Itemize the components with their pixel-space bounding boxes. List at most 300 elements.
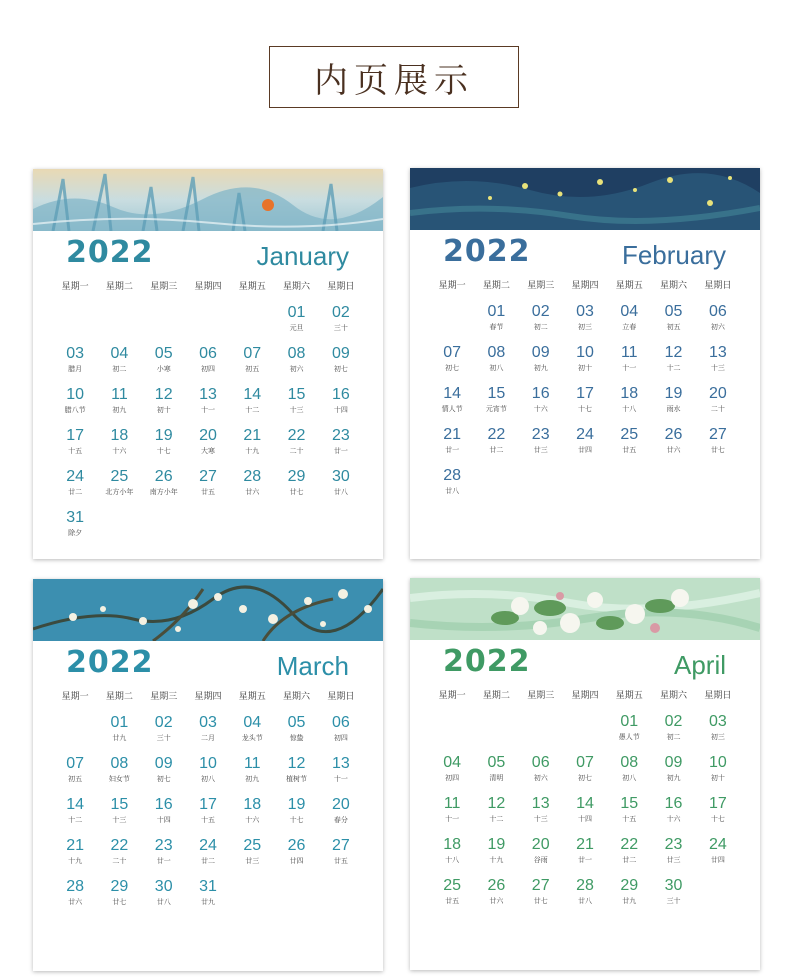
day-number: 18: [243, 796, 262, 813]
lunar-date: 十三: [533, 815, 548, 823]
day-cell: [274, 345, 318, 386]
day-number: 11: [111, 386, 128, 403]
day-number: 02: [331, 304, 350, 321]
day-number: 23: [331, 427, 350, 444]
day-cell: [563, 836, 607, 877]
lunar-date: 初十: [577, 364, 592, 372]
weekday-label: 星期日: [327, 282, 355, 292]
day-cell: [319, 755, 363, 796]
day-cell: [696, 385, 740, 426]
day-number: 08: [287, 345, 306, 362]
lunar-date: 廿一: [156, 857, 171, 865]
day-number: 06: [331, 714, 350, 731]
day-cell: [430, 836, 474, 877]
lunar-date: 春分: [333, 816, 348, 824]
day-number: 03: [199, 714, 217, 731]
day-number: 22: [620, 836, 639, 853]
lunar-date: 十八: [445, 856, 460, 864]
day-cell: [319, 837, 363, 878]
day-number: 09: [154, 755, 173, 772]
day-cell: [97, 468, 141, 509]
day-cell: [319, 304, 363, 345]
day-grid: [53, 304, 363, 550]
lunar-date: 初六: [710, 323, 725, 331]
lunar-date: 廿三: [666, 856, 681, 864]
day-cell: [186, 796, 230, 837]
day-cell: [274, 304, 318, 345]
day-number: 16: [331, 386, 350, 403]
day-cell: [230, 755, 274, 796]
lunar-date: 廿七: [533, 897, 548, 905]
year-label: 2022: [443, 644, 531, 679]
weekday-label: 星期四: [194, 692, 222, 702]
lunar-date: 初五: [245, 365, 260, 373]
lunar-date: 大寒: [200, 447, 215, 455]
lunar-date: 十九: [68, 857, 83, 865]
day-cell: [607, 795, 651, 836]
day-number: 23: [664, 836, 683, 853]
day-number: 04: [443, 754, 462, 771]
lunar-date: 十五: [200, 816, 215, 824]
lunar-date: 十一: [333, 775, 348, 783]
weekday-label: 星期四: [571, 691, 599, 701]
day-cell: [474, 303, 518, 344]
day-cell: [53, 468, 97, 509]
lunar-date: 腊月: [68, 365, 83, 373]
day-cell: [53, 345, 97, 386]
day-number: 27: [199, 468, 217, 485]
lunar-date: 初四: [200, 365, 215, 373]
lunar-date: 初二: [666, 733, 681, 741]
day-cell: [430, 344, 474, 385]
lunar-date: 十九: [245, 447, 260, 455]
calendar-card-february: [410, 168, 760, 559]
day-cell: [696, 344, 740, 385]
day-number: 11: [620, 344, 638, 361]
day-grid: [53, 714, 363, 919]
lunar-date: 初七: [577, 774, 592, 782]
day-cell: [186, 714, 230, 755]
weekday-label: 星期二: [482, 691, 510, 701]
day-number: 20: [331, 796, 350, 813]
lunar-date: 龙头节: [241, 734, 263, 742]
day-number: 25: [620, 426, 639, 443]
lunar-date: 初十: [710, 774, 725, 782]
day-cell: [474, 754, 518, 795]
weekday-label: 星期六: [660, 281, 688, 291]
day-cell: [519, 836, 563, 877]
lunar-date: 初五: [68, 775, 83, 783]
day-number: 26: [154, 468, 173, 485]
day-number: 23: [154, 837, 173, 854]
day-number: 07: [443, 344, 462, 361]
lunar-date: 十一: [622, 364, 637, 372]
day-cell: [474, 877, 518, 918]
day-number: 14: [66, 796, 85, 813]
lunar-date: 十四: [577, 815, 592, 823]
weekday-label: 星期六: [283, 282, 311, 292]
day-number: 05: [287, 714, 306, 731]
lunar-date: 廿七: [710, 446, 725, 454]
day-number: 26: [287, 837, 306, 854]
weekday-label: 星期六: [283, 692, 311, 702]
day-cell: [97, 427, 141, 468]
month-label: April: [673, 650, 726, 680]
lunar-date: 情人节: [441, 405, 463, 413]
lunar-date: 妇女节: [108, 775, 130, 783]
lunar-date: 十三: [289, 406, 304, 414]
day-cell: [519, 303, 563, 344]
lunar-date: 廿一: [445, 446, 460, 454]
day-cell: [53, 427, 97, 468]
lunar-date: 雨水: [666, 405, 681, 413]
day-number: 22: [110, 837, 129, 854]
lunar-date: 北方小年: [105, 488, 134, 496]
day-number: 10: [199, 755, 217, 772]
day-number: 10: [576, 344, 594, 361]
lunar-date: 谷雨: [533, 856, 548, 864]
day-number: 30: [664, 877, 683, 894]
weekday-label: 星期六: [660, 691, 688, 701]
day-cell: [319, 468, 363, 509]
day-number: 10: [708, 754, 727, 771]
day-cell: [696, 754, 740, 795]
lunar-date: 十二: [245, 406, 260, 414]
day-number: 28: [443, 467, 462, 484]
lunar-date: 廿五: [200, 488, 215, 496]
day-cell: [142, 427, 186, 468]
day-number: 05: [487, 754, 506, 771]
day-cell: [430, 467, 474, 508]
lunar-date: 廿二: [200, 857, 215, 865]
day-number: 29: [620, 877, 639, 894]
day-number: 15: [620, 795, 639, 812]
day-number: 19: [287, 796, 306, 813]
day-number: 19: [154, 427, 173, 444]
day-number: 19: [664, 385, 683, 402]
day-number: 26: [664, 426, 683, 443]
day-number: 06: [199, 345, 217, 362]
lunar-date: 初八: [622, 774, 637, 782]
day-number: 04: [110, 345, 129, 362]
day-number: 15: [110, 796, 129, 813]
day-cell: [142, 837, 186, 878]
day-cell: [319, 714, 363, 755]
lunar-date: 廿二: [68, 488, 83, 496]
day-cell: [651, 754, 695, 795]
month-label: March: [276, 651, 349, 681]
weekday-label: 星期五: [238, 692, 266, 702]
day-number: 02: [531, 303, 550, 320]
weekday-label: 星期二: [105, 692, 133, 702]
lunar-date: 初二: [112, 365, 127, 373]
day-number: 07: [243, 345, 262, 362]
calendar-card-march: [33, 579, 383, 971]
day-cell: [519, 877, 563, 918]
day-cell: [696, 795, 740, 836]
day-cell: [53, 386, 97, 427]
lunar-date: 初九: [112, 406, 127, 414]
day-number: 09: [531, 344, 550, 361]
day-number: 08: [110, 755, 129, 772]
lunar-date: 廿九: [200, 898, 215, 906]
day-cell: [696, 836, 740, 877]
day-cell: [519, 754, 563, 795]
day-number: 22: [287, 427, 306, 444]
day-cell: [53, 796, 97, 837]
calendar-card-january: [33, 169, 383, 559]
lunar-date: 元宵节: [485, 405, 507, 413]
day-cell: [319, 386, 363, 427]
day-number: 04: [620, 303, 639, 320]
lunar-date: 初三: [710, 733, 725, 741]
weekday-header: [53, 689, 363, 702]
day-cell: [97, 714, 141, 755]
lunar-date: 十六: [112, 447, 127, 455]
day-cell: [607, 385, 651, 426]
weekday-label: 星期四: [571, 281, 599, 291]
month-label: February: [621, 240, 726, 270]
day-number: 08: [620, 754, 639, 771]
day-cell: [607, 344, 651, 385]
day-cell: [230, 427, 274, 468]
painting-banner: [410, 578, 760, 640]
lunar-date: 初二: [533, 323, 548, 331]
day-cell: [607, 877, 651, 918]
day-cell: [142, 755, 186, 796]
lunar-date: 廿九: [622, 897, 637, 905]
lunar-date: 初十: [156, 406, 171, 414]
day-cell: [474, 836, 518, 877]
lunar-date: 廿二: [622, 856, 637, 864]
day-number: 17: [576, 385, 594, 402]
day-cell: [607, 713, 651, 754]
lunar-date: 二十: [289, 447, 304, 455]
day-number: 26: [487, 877, 506, 894]
day-number: 09: [664, 754, 683, 771]
lunar-date: 二十: [112, 857, 127, 865]
lunar-date: 廿五: [622, 446, 637, 454]
day-cell: [563, 426, 607, 467]
lunar-date: 十二: [68, 816, 83, 824]
day-number: 21: [576, 836, 594, 853]
lunar-date: 初九: [245, 775, 260, 783]
day-cell: [97, 755, 141, 796]
weekday-label: 星期五: [615, 281, 643, 291]
day-number: 08: [487, 344, 506, 361]
lunar-date: 廿九: [112, 734, 127, 742]
lunar-date: 十五: [68, 447, 83, 455]
weekday-label: 星期三: [150, 692, 178, 702]
painting-banner: [33, 579, 383, 641]
day-cell: [607, 836, 651, 877]
day-cell: [430, 754, 474, 795]
day-number: 11: [443, 795, 461, 812]
day-cell: [142, 345, 186, 386]
painting-banner: [33, 169, 383, 231]
day-cell: [186, 345, 230, 386]
lunar-date: 植树节: [286, 775, 308, 783]
day-cell: [651, 344, 695, 385]
day-number: 07: [576, 754, 594, 771]
day-number: 18: [620, 385, 639, 402]
day-number: 14: [576, 795, 594, 812]
day-cell: [519, 795, 563, 836]
lunar-date: 愚人节: [618, 733, 640, 741]
lunar-date: 清明: [489, 774, 504, 782]
day-number: 30: [331, 468, 350, 485]
day-cell: [430, 877, 474, 918]
day-number: 16: [664, 795, 683, 812]
day-number: 27: [331, 837, 350, 854]
day-number: 29: [110, 878, 129, 895]
lunar-date: 初五: [666, 323, 681, 331]
day-cell: [474, 344, 518, 385]
lunar-date: 十三: [710, 364, 725, 372]
lunar-date: 初三: [577, 323, 592, 331]
day-number: 13: [331, 755, 350, 772]
day-number: 01: [110, 714, 129, 731]
day-grid: [430, 303, 740, 508]
day-number: 28: [243, 468, 262, 485]
day-cell: [651, 385, 695, 426]
day-cell: [430, 385, 474, 426]
painting-banner: [410, 168, 760, 230]
lunar-date: 小寒: [156, 365, 171, 373]
lunar-date: 廿六: [68, 898, 83, 906]
day-cell: [274, 796, 318, 837]
day-cell: [97, 386, 141, 427]
lunar-date: 二十: [710, 405, 725, 413]
day-number: 12: [287, 755, 306, 772]
day-number: 11: [243, 755, 261, 772]
day-number: 06: [708, 303, 727, 320]
day-number: 04: [243, 714, 262, 731]
lunar-date: 腊八节: [64, 406, 86, 414]
day-number: 12: [487, 795, 506, 812]
lunar-date: 廿六: [245, 488, 260, 496]
day-number: 01: [487, 303, 506, 320]
day-cell: [142, 796, 186, 837]
day-number: 12: [664, 344, 683, 361]
day-cell: [563, 877, 607, 918]
day-number: 07: [66, 755, 85, 772]
day-cell: [53, 837, 97, 878]
day-cell: [474, 795, 518, 836]
day-number: 19: [487, 836, 506, 853]
day-number: 14: [243, 386, 262, 403]
lunar-date: 廿五: [445, 897, 460, 905]
day-number: 18: [443, 836, 462, 853]
lunar-date: 十七: [156, 447, 171, 455]
day-number: 18: [110, 427, 129, 444]
day-number: 02: [154, 714, 173, 731]
lunar-date: 二月: [200, 734, 215, 742]
lunar-date: 十六: [245, 816, 260, 824]
lunar-date: 廿八: [333, 488, 348, 496]
weekday-label: 星期三: [527, 691, 555, 701]
lunar-date: 初九: [666, 774, 681, 782]
lunar-date: 廿六: [666, 446, 681, 454]
page-title: 内页展示: [269, 46, 519, 108]
lunar-date: 春节: [489, 323, 504, 331]
weekday-label: 星期三: [527, 281, 555, 291]
day-cell: [651, 713, 695, 754]
day-cell: [53, 878, 97, 919]
weekday-label: 星期四: [194, 282, 222, 292]
day-cell: [563, 303, 607, 344]
lunar-date: 十二: [489, 815, 504, 823]
day-cell: [97, 837, 141, 878]
day-cell: [53, 509, 97, 550]
day-cell: [230, 386, 274, 427]
day-number: 05: [664, 303, 683, 320]
lunar-date: 十七: [577, 405, 592, 413]
day-number: 20: [531, 836, 550, 853]
day-cell: [651, 877, 695, 918]
day-number: 20: [708, 385, 727, 402]
lunar-date: 十三: [112, 816, 127, 824]
day-cell: [230, 796, 274, 837]
lunar-date: 廿四: [289, 857, 304, 865]
lunar-date: 十八: [622, 405, 637, 413]
day-number: 14: [443, 385, 462, 402]
lunar-date: 三十: [156, 734, 171, 742]
day-number: 24: [576, 426, 594, 443]
lunar-date: 初四: [333, 734, 348, 742]
day-cell: [230, 837, 274, 878]
day-number: 21: [66, 837, 85, 854]
day-cell: [274, 714, 318, 755]
day-cell: [274, 468, 318, 509]
weekday-label: 星期二: [105, 282, 133, 292]
day-cell: [563, 385, 607, 426]
day-number: 20: [199, 427, 217, 444]
day-number: 29: [287, 468, 306, 485]
day-number: 02: [664, 713, 683, 730]
day-number: 31: [199, 878, 217, 895]
lunar-date: 廿六: [489, 897, 504, 905]
day-cell: [430, 795, 474, 836]
lunar-date: 三十: [333, 324, 348, 332]
day-cell: [230, 714, 274, 755]
day-cell: [607, 426, 651, 467]
day-cell: [607, 303, 651, 344]
day-number: 24: [199, 837, 217, 854]
day-number: 09: [331, 345, 350, 362]
lunar-date: 十六: [666, 815, 681, 823]
day-cell: [696, 303, 740, 344]
day-number: 01: [620, 713, 639, 730]
lunar-date: 廿八: [445, 487, 460, 495]
day-cell: [274, 427, 318, 468]
weekday-label: 星期日: [704, 281, 732, 291]
day-number: 03: [66, 345, 85, 362]
day-number: 03: [708, 713, 727, 730]
lunar-date: 初六: [289, 365, 304, 373]
day-cell: [186, 386, 230, 427]
day-cell: [519, 426, 563, 467]
day-cell: [651, 836, 695, 877]
day-cell: [563, 754, 607, 795]
lunar-date: 十二: [666, 364, 681, 372]
lunar-date: 廿五: [333, 857, 348, 865]
weekday-label: 星期五: [238, 282, 266, 292]
day-number: 01: [287, 304, 306, 321]
lunar-date: 惊蛰: [289, 734, 304, 742]
lunar-date: 十九: [489, 856, 504, 864]
lunar-date: 三十: [666, 897, 681, 905]
